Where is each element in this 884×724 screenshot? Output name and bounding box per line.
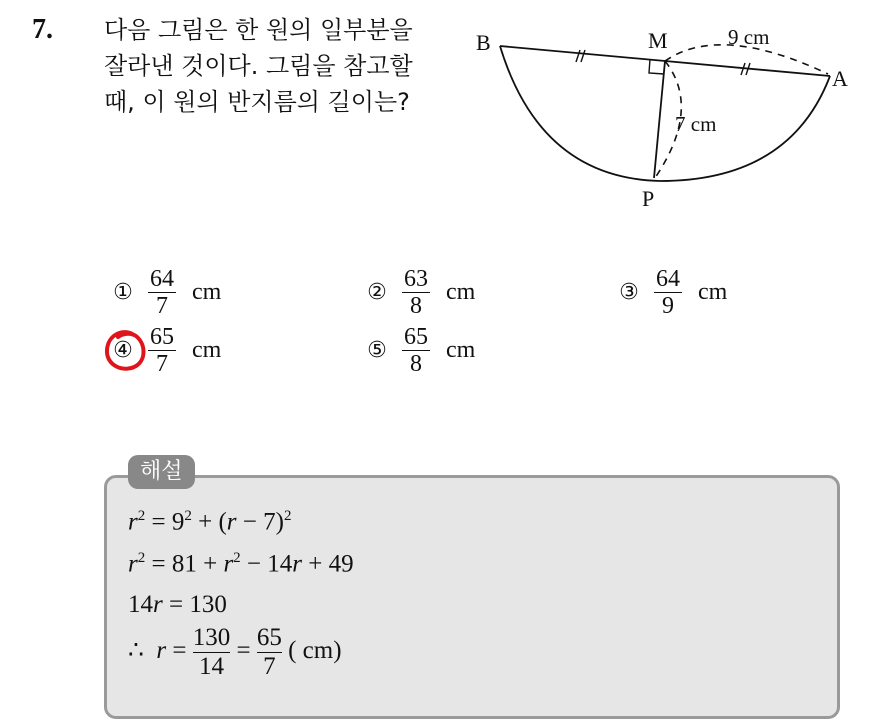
choice-3-numerator: 64 <box>656 266 680 292</box>
segment-MP <box>654 61 665 178</box>
choice-2-numerator: 63 <box>404 266 428 292</box>
choice-2-denominator: 8 <box>410 293 422 319</box>
choice-5-marker: ⑤ <box>367 338 387 363</box>
label-A: A <box>832 66 848 91</box>
label-M: M <box>648 28 668 53</box>
choice-1-unit: cm <box>192 279 222 305</box>
choice-2-marker: ② <box>367 280 387 305</box>
choice-4-fraction <box>148 324 176 377</box>
tick-BM-1 <box>576 50 580 62</box>
length-MP: 7 cm <box>675 112 717 136</box>
choice-3-unit: cm <box>698 279 728 305</box>
choice-1-numerator: 64 <box>150 266 174 292</box>
question-number: 7. <box>32 14 53 45</box>
choice-4-unit: cm <box>192 337 222 363</box>
solution-fraction-1-denominator: 14 <box>199 653 224 680</box>
solution-fraction-2-numerator: 65 <box>256 624 282 651</box>
choice-2[interactable] <box>362 266 475 319</box>
solution-line-1: $r^2 = 9^2 + (r - 7)^2$ <box>128 508 292 536</box>
choice-5-denominator: 8 <box>410 351 422 377</box>
label-P: P <box>642 186 655 211</box>
solution-fraction-2 <box>257 624 282 681</box>
dashed-arc-MA <box>665 45 828 74</box>
question-line-3: 때, 이 원의 반지름의 길이는? <box>104 88 410 116</box>
solution-fraction-1 <box>193 624 231 681</box>
choice-2-unit: cm <box>446 279 476 305</box>
choice-5-fraction <box>402 324 430 377</box>
choice-3-fraction <box>654 266 682 319</box>
choice-4-marker: ④ <box>113 338 133 363</box>
tick-BM-2 <box>581 50 585 62</box>
choice-5-unit: cm <box>446 337 476 363</box>
choice-1[interactable] <box>108 266 221 319</box>
question-text <box>104 12 464 120</box>
solution-fraction-2-denominator: 7 <box>263 653 276 680</box>
choice-1-marker: ① <box>113 280 133 305</box>
choice-5-numerator: 65 <box>404 324 428 350</box>
choice-3-denominator: 9 <box>662 293 674 319</box>
answer-circle-mark <box>104 326 150 376</box>
solution-line-4: ∴ r = $\frac{130}{14}$ = $\frac{65}{7}$ ( cm) <box>128 624 342 680</box>
question-line-2: 잘라낸 것이다. 그림을 참고할 <box>104 52 413 80</box>
choice-5[interactable] <box>362 324 475 377</box>
circle-segment-figure <box>470 18 870 218</box>
length-MA: 9 cm <box>728 25 770 49</box>
choice-1-fraction <box>148 266 176 319</box>
question-line-1: 다음 그림은 한 원의 일부분을 <box>104 16 413 44</box>
choice-3[interactable] <box>614 266 727 319</box>
choice-2-fraction <box>402 266 430 319</box>
choice-3-marker: ③ <box>619 280 639 305</box>
solution-unit: ( cm) <box>288 637 342 665</box>
choice-4-numerator: 65 <box>150 324 174 350</box>
choice-1-denominator: 7 <box>156 293 168 319</box>
choice-4-denominator: 7 <box>156 351 168 377</box>
label-B: B <box>476 30 491 55</box>
solution-line-3: 14r = 130 <box>128 591 227 618</box>
solution-fraction-1-numerator: 130 <box>192 624 231 651</box>
solution-tag: 해설 <box>128 455 195 489</box>
solution-line-2: $r^2 = 81 + r^2 - 14r + 49$ <box>128 550 354 578</box>
